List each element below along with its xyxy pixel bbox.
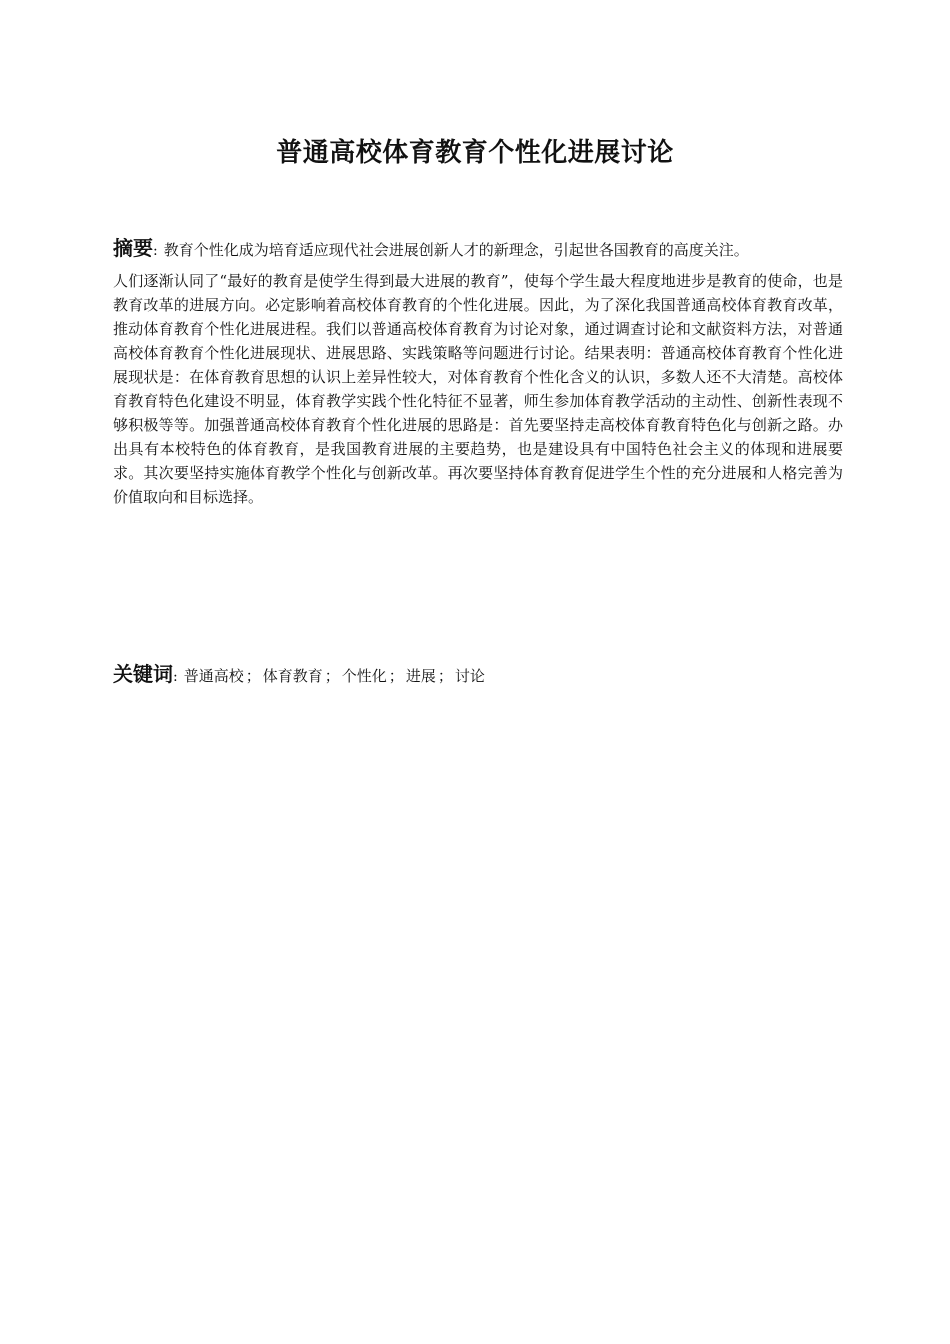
document-title: 普通高校体育教育个性化进展讨论 [276,138,674,168]
abstract-first-line [113,236,843,263]
abstract-colon: : [153,243,158,259]
abstract-label: 摘要 [113,236,153,260]
keyword-separator: ； [388,667,404,685]
keyword-item: 普通高校 [183,667,244,685]
keyword-separator: ； [437,667,453,685]
keywords-colon: : [173,669,178,685]
keywords-label: 关键词 [113,662,173,686]
abstract-first-text: 教育个性化成为培育适应现代社会进展创新人才的新理念，引起世各国教育的高度关注。 [163,241,749,259]
keyword-separator: ； [324,667,340,685]
keyword-separator: ； [245,667,261,685]
keywords-section [113,660,843,691]
keyword-item: 体育教育 [262,667,323,685]
keyword-item: 进展 [405,667,436,685]
keyword-item: 讨论 [454,667,485,685]
abstract-body: 人们逐渐认同了“最好的教育是使学生得到最大进展的教育”，使每个学生最大程度地进步是教育的使命，也是教育改革的进展方向。必定影响着高校体育教育的个性化进展。因此，为了深化我国普通高校体育教育改革，推动体育教育个性化进展进程。我们以普通高校体育教育为讨论对象，通过调查讨论和文献资料方法，对普通高校体育教育个性化进展现状、进展思路、实践策略等问题进行讨论。结果表明：普通高校体育教育个性化进展现状是：在体育教育思想的认识上差异性较大，对体育教育个性化含义的认识，多数人还不大清楚。高校体育教育特色化建设不明显，体育教学实践个性化特征不显著，师生参加体育教学活动的主动性、创新性表现不够积极等等。加强普通高校体育教育个性化进展的思路是：首先要坚持走高校体育教育特色化与创新之路。办出具有本校特色的体育教育，是我国教育进展的主要趋势，也是建设具有中国特色社会主义的体现和进展要求。其次要坚持实施体育教学个性化与创新改革。再次要坚持体育教育促进学生个性的充分进展和人格完善为价值取向和目标选择。 [113,272,843,506]
abstract-section [113,236,843,509]
keyword-item: 个性化 [341,667,387,685]
